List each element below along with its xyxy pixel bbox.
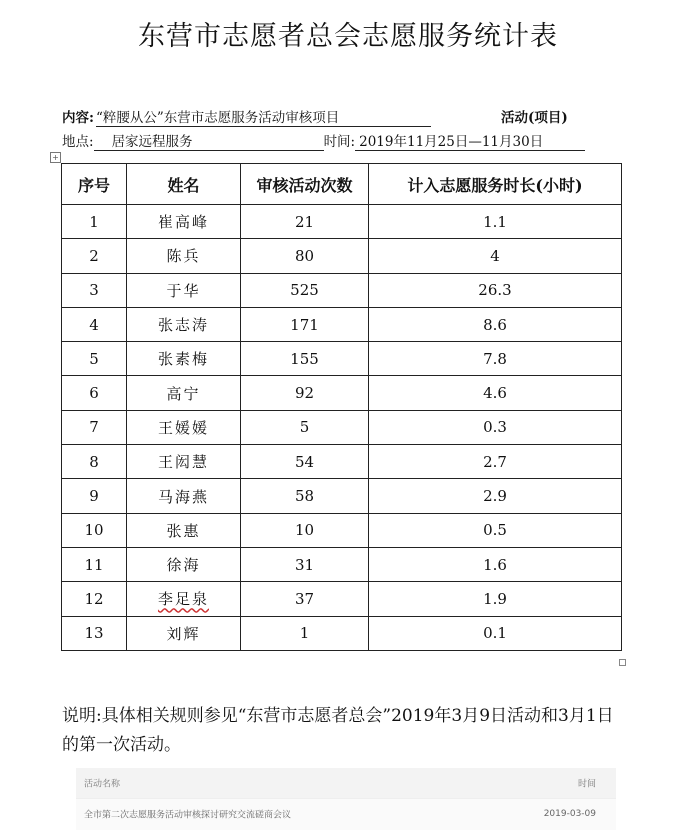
cell-no: 13 [62,616,127,650]
content-label: 内容: [62,110,94,126]
location-label: 地点: [62,134,94,150]
cell-hours: 1.9 [369,582,622,616]
activity-name-header: 活动名称 [84,779,121,790]
content-value: “粹腰从公”东营市志愿服务活动审核项目 [96,106,431,127]
cell-hours: 0.1 [369,616,622,650]
cell-name: 高宁 [127,376,241,410]
table-resize-handle[interactable] [619,659,626,666]
cell-no: 5 [62,342,127,376]
cell-no: 3 [62,273,127,307]
cell-count: 37 [241,582,369,616]
table-row [62,582,622,616]
table-row [62,376,622,410]
cell-count: 80 [241,239,369,273]
cell-count: 155 [241,342,369,376]
table-row [62,547,622,581]
cell-count: 58 [241,479,369,513]
cell-no: 2 [62,239,127,273]
cell-name: 于华 [127,273,241,307]
cell-no: 9 [62,479,127,513]
table-row [62,616,622,650]
cell-hours: 7.8 [369,342,622,376]
explanation-note: 说明:具体相关规则参见“东营市志愿者总会”2019年3月9日活动和3月1日的第一次活动。 [62,706,614,755]
table-header-row [62,164,622,205]
table-row [62,445,622,479]
cell-count: 525 [241,273,369,307]
cell-name: 张素梅 [127,342,241,376]
cell-name: 崔高峰 [127,205,241,239]
column-header-name: 姓名 [127,164,241,205]
stats-table [61,163,622,651]
table-row [62,479,622,513]
column-header-count: 审核活动次数 [241,164,369,205]
cell-hours: 1.6 [369,547,622,581]
table-row [62,273,622,307]
cell-no: 12 [62,582,127,616]
cell-no: 7 [62,410,127,444]
activity-time-header: 时间 [577,779,596,790]
cell-name: 徐海 [127,547,241,581]
table-row [62,205,622,239]
cell-hours: 0.3 [369,410,622,444]
location-time-line [62,130,622,151]
table-row [62,410,622,444]
cell-count: 5 [241,410,369,444]
cell-hours: 2.7 [369,445,622,479]
activity-list-panel [76,768,616,830]
table-row [62,342,622,376]
cell-no: 6 [62,376,127,410]
cell-hours: 4.6 [369,376,622,410]
cell-name: 张志涛 [127,307,241,341]
table-row [62,307,622,341]
cell-no: 10 [62,513,127,547]
time-value: 2019年11月25日—11月30日 [355,130,585,151]
cell-count: 10 [241,513,369,547]
cell-name: 李足泉 [157,590,209,609]
cell-no: 4 [62,307,127,341]
document-title: 东营市志愿者总会志愿服务统计表 [138,21,558,52]
activity-tag: 活动(项目) [500,110,568,126]
cell-count: 21 [241,205,369,239]
cell-count: 54 [241,445,369,479]
location-value: 居家远程服务 [94,130,324,151]
cell-name: 陈兵 [127,239,241,273]
list-item[interactable] [76,799,616,829]
activity-time: 2019-03-09 [543,809,596,819]
cell-count: 92 [241,376,369,410]
cell-count: 31 [241,547,369,581]
cell-name: 刘辉 [127,616,241,650]
cell-name: 张惠 [127,513,241,547]
cell-count: 1 [241,616,369,650]
cell-no: 11 [62,547,127,581]
table-row [62,239,622,273]
cell-hours: 4 [369,239,622,273]
cell-hours: 8.6 [369,307,622,341]
content-line [62,106,622,127]
cell-name: 王闳慧 [127,445,241,479]
cell-no: 1 [62,205,127,239]
activity-name: 全市第二次志愿服务活动审核探讨研究交流磋商会议 [84,810,292,821]
cell-hours: 26.3 [369,273,622,307]
table-row [62,513,622,547]
table-move-handle-icon[interactable]: + [50,152,61,163]
time-label: 时间: [323,134,356,150]
cell-no: 8 [62,445,127,479]
cell-hours: 2.9 [369,479,622,513]
cell-hours: 0.5 [369,513,622,547]
activity-list-header [76,768,616,799]
column-header-hours: 计入志愿服务时长(小时) [369,164,622,205]
cell-hours: 1.1 [369,205,622,239]
cell-count: 171 [241,307,369,341]
column-header-no: 序号 [62,164,127,205]
cell-name: 王媛媛 [127,410,241,444]
cell-name: 马海燕 [127,479,241,513]
